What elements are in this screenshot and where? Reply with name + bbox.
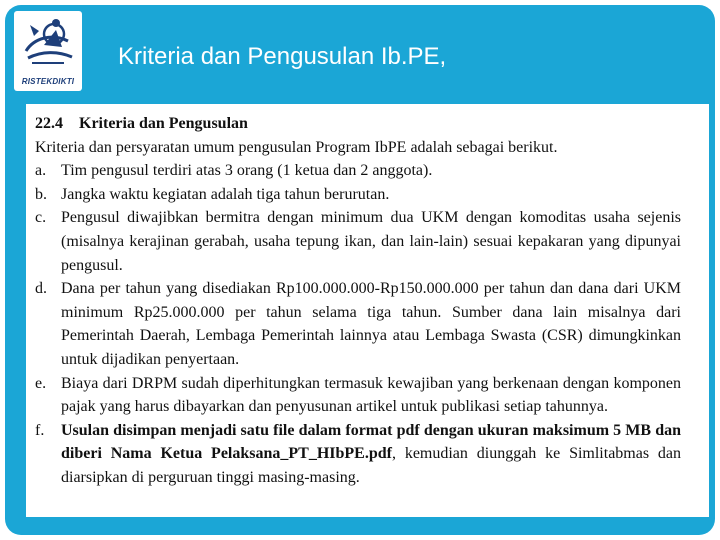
list-item-text: Dana per tahun yang disediakan Rp100.000.000-Rp150.000.000 per tahun dan dana dari UKM minimum Rp25.000.000 per tahun selama tiga tahun. Sumber dana lain misalnya dari Pemerintah Daerah, Lembaga Pemerintah lainnya atau Lembaga Swasta (CSR) dimungkinkan untuk dijadikan penyertaan. xyxy=(61,280,681,368)
list-item-text: Pengusul diwajibkan bermitra dengan minimum dua UKM dengan komoditas usaha sejenis (misalnya kerajinan gerabah, usaha tepung ikan, dan lain-lain) sesuai kepakaran yang dipunyai pengusul. xyxy=(61,209,681,274)
section-heading xyxy=(35,112,681,136)
list-item-text xyxy=(61,419,681,490)
list-item xyxy=(35,372,681,419)
section-number: 22.4 xyxy=(35,115,63,132)
list-item xyxy=(35,206,681,277)
list-item xyxy=(35,183,681,207)
list-marker: c. xyxy=(35,209,47,227)
list-marker: d. xyxy=(35,280,47,298)
list-item-text: Biaya dari DRPM sudah diperhitungkan termasuk kewajiban yang berkenaan dengan komponen pajak yang harus dibayarkan dan penyusunan artikel untuk publikasi setiap tahunnya. xyxy=(61,374,681,416)
list-item-bold-text: Usulan disimpan menjadi satu file dalam format pdf dengan ukuran maksimum 5 MB dan diberi Nama Ketua Pelaksana_PT_HIbPE.pdf xyxy=(61,421,681,463)
slide-title: Kriteria dan Pengusulan Ib.PE, xyxy=(118,43,447,70)
list-item xyxy=(35,419,681,490)
list-marker: a. xyxy=(35,162,47,180)
section-title: Kriteria dan Pengusulan xyxy=(79,115,248,132)
intro-paragraph: Kriteria dan persyaratan umum pengusulan Program IbPE adalah sebagai berikut. xyxy=(35,138,558,156)
ristekdikti-logo xyxy=(14,11,82,91)
list-marker: f. xyxy=(35,421,45,439)
list-item-text: Tim pengusul terdiri atas 3 orang (1 ketua dan 2 anggota). xyxy=(61,162,433,180)
list-item-rest-text: , kemudian diunggah ke Simlitabmas dan diarsipkan di perguruan tinggi masing-masing. xyxy=(61,445,681,486)
ristekdikti-emblem-icon xyxy=(14,11,82,75)
logo-text: RISTEKDIKTI xyxy=(21,77,75,86)
content-panel xyxy=(26,104,709,517)
list-marker: e. xyxy=(35,374,47,392)
list-item xyxy=(35,277,681,371)
list-item-text: Jangka waktu kegiatan adalah tiga tahun berurutan. xyxy=(61,185,390,203)
list-marker: b. xyxy=(35,185,47,203)
slide xyxy=(5,5,715,535)
list-item xyxy=(35,159,681,183)
document-excerpt xyxy=(35,112,681,490)
